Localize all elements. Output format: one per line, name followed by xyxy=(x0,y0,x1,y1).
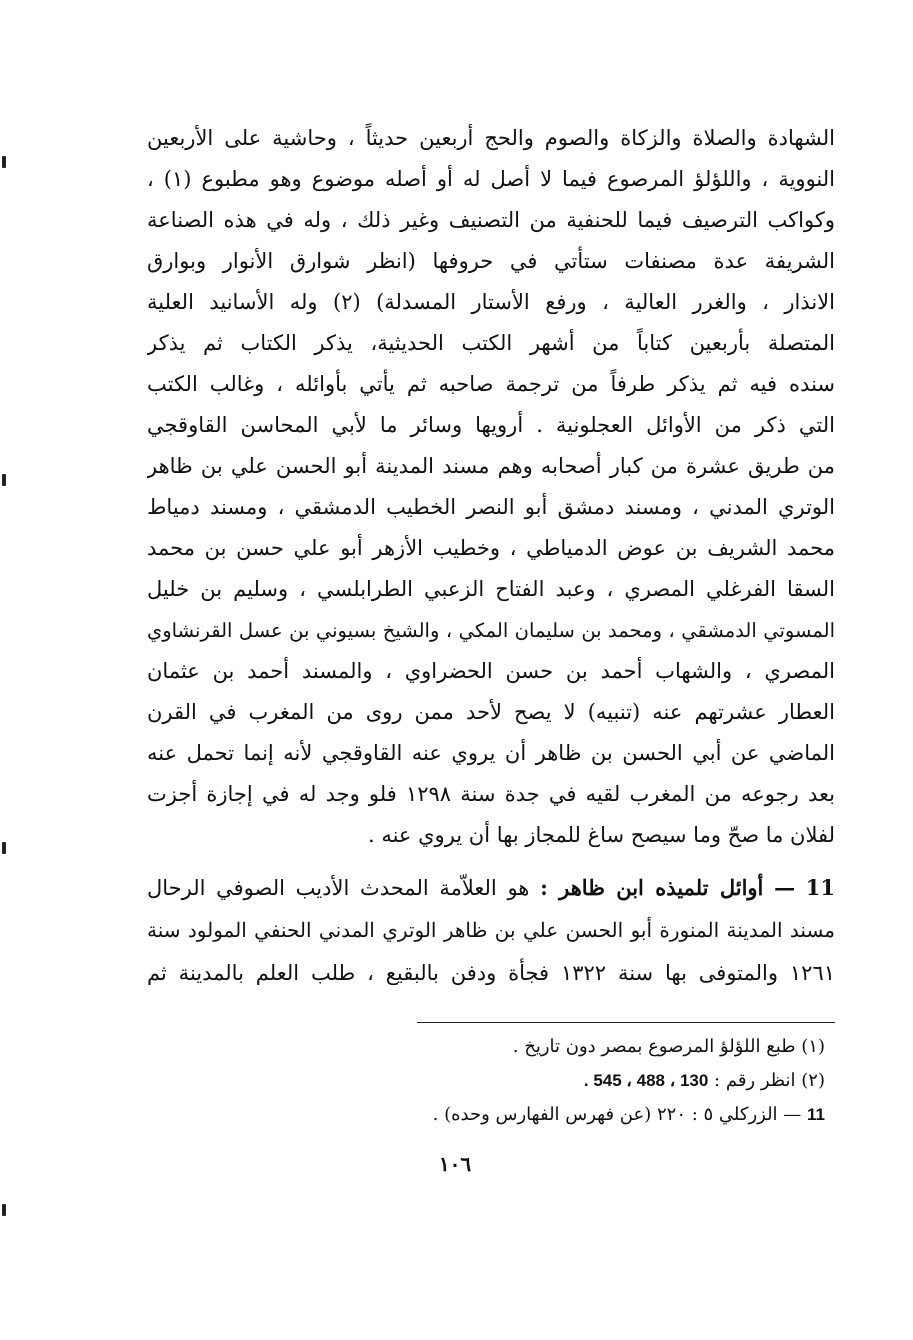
entry-first-line-text: هو العلاّمة المحدث الأديب الصوفي الرحال xyxy=(147,876,530,900)
body-line: التي ذكر من الأوائل العجلونية . أرويها وسائر ما لأبي المحاسن القاوقجي xyxy=(147,413,835,437)
body-line: الماضي عن أبي الحسن بن ظاهر أن يروي عنه القاوقجي لأنه إنما تحمل عنه xyxy=(147,741,835,765)
body-line: المسوتي الدمشقي ، ومحمد بن سليمان المكي ، والشيخ بسيوني بن عسل القرنشاوي xyxy=(147,619,835,642)
body-line: بعد رجوعه من المغرب لقيه في جدة سنة ١٢٩٨ فلو وجد له في إجازة أجزت xyxy=(147,782,835,806)
body-line: وكواكب الترصيف فيما للحنفية من التصنيف وغير ذلك ، وله في هذه الصناعة xyxy=(147,208,835,232)
scan-edge-mark-middle xyxy=(2,474,6,486)
body-line: من طريق عشرة من كبار أصحابه وهم مسند المدينة أبو الحسن علي بن ظاهر xyxy=(147,454,835,478)
footnote-entry-text: — الزركلي ٥ : ٢٢٠ (عن فهرس الفهارس وحده) . xyxy=(432,1104,802,1125)
body-line: الشريفة عدة مصنفات ستأتي في حروفها (انظر شوارق الأنوار وبوارق xyxy=(147,249,835,273)
entry-first-line xyxy=(147,866,835,909)
scan-edge-mark-bottom xyxy=(2,1204,6,1216)
footnote-divider xyxy=(417,1022,835,1023)
footnote-2-refs: 130 ، 488 ، 545 . xyxy=(583,1071,709,1090)
body-line: سنده فيه ثم يذكر طرفاً من ترجمة صاحبه ثم يأتي بأوائله ، وغالب الكتب xyxy=(147,372,835,396)
entry-11-paragraph xyxy=(147,866,835,995)
body-line: الشهادة والصلاة والزكاة والصوم والحج أربعين حديثاً ، وحاشية على الأربعين xyxy=(147,126,835,150)
footnote-1: (١) طبع اللؤلؤ المرصوع بمصر دون تاريخ . xyxy=(512,1036,825,1057)
scan-edge-mark-top xyxy=(2,156,6,168)
page-number: ١٠٦ xyxy=(438,1152,472,1176)
footnote-entry-number: 11 xyxy=(807,1105,825,1124)
body-line: لفلان ما صحّ وما سيصح ساغ للمجاز بها أن يروي عنه . xyxy=(367,823,835,847)
footnotes xyxy=(305,1030,825,1132)
entry-line: مسند المدينة المنورة أبو الحسن علي بن ظاهر الوتري المدني الحنفي المولود سنة xyxy=(147,918,835,942)
body-line: المتصلة بأربعين كتاباً من أشهر الكتب الحديثية، يذكر الكتاب ثم يذكر xyxy=(147,331,835,355)
footnote-2 xyxy=(305,1064,825,1098)
footnote-2-prefix: (٢) انظر رقم : xyxy=(714,1070,825,1091)
body-line: العطار عشرتهم عنه (تنبيه) لا يصح لأحد ممن روى من المغرب في القرن xyxy=(147,700,835,724)
entry-dash: — xyxy=(774,875,796,900)
body-paragraph xyxy=(147,118,835,856)
body-line: المصري ، والشهاب أحمد بن حسن الحضراوي ، والمسند أحمد بن عثمان xyxy=(147,659,835,683)
entry-number: 11 xyxy=(805,875,835,900)
body-line: السقا الفرغلي المصري ، وعبد الفتاح الزعبي الطرابلسي ، وسليم بن خليل xyxy=(147,577,835,601)
entry-heading: أوائل تلميذه ابن ظاهر : xyxy=(540,875,764,900)
entry-line: ١٢٦١ والمتوفى بها سنة ١٣٢٢ فجأة ودفن بالبقيع ، طلب العلم بالمدينة ثم xyxy=(147,961,835,985)
body-line: النووية ، واللؤلؤ المرصوع فيما لا أصل له أو أصله موضوع وهو مطبوع (١) ، xyxy=(147,167,835,191)
scan-edge-mark-lower xyxy=(2,842,6,854)
body-line: محمد الشريف بن عوض الدمياطي ، وخطيب الأزهر أبو علي حسن بن محمد xyxy=(147,536,835,560)
footnote-entry-source xyxy=(305,1098,825,1132)
body-line: الوتري المدني ، ومسند دمشق أبو النصر الخطيب الدمشقي ، ومسند دمياط xyxy=(147,495,835,519)
body-line: الانذار ، والغرر العالية ، ورفع الأستار المسدلة) (٢) وله الأسانيد العلية xyxy=(147,290,835,314)
